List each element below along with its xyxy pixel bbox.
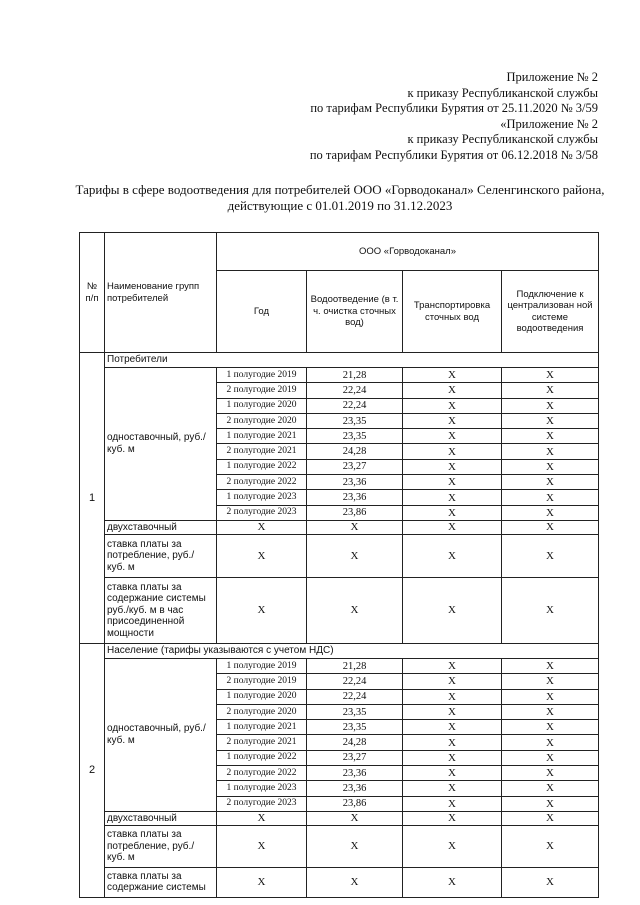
appendix-line: по тарифам Республики Бурятия от 06.12.2018 № 3/58	[309, 147, 598, 162]
drain-tariff-cell: 22,24	[307, 689, 403, 704]
period-cell: 1 полугодие 2020	[217, 689, 307, 704]
drain-tariff-cell: X	[307, 520, 403, 534]
drain-tariff-cell: 23,36	[307, 781, 403, 796]
year-cell: X	[217, 577, 307, 643]
transport-cell: X	[403, 413, 502, 428]
period-cell: 1 полугодие 2019	[217, 658, 307, 673]
header-connect: Подключение к централизован ной системе водоотведения	[502, 271, 599, 353]
title-line: Тарифы в сфере водоотведения для потребителей ООО «Горводоканал» Селенгинского района,	[75, 182, 605, 197]
period-cell: 2 полугодие 2019	[217, 383, 307, 398]
connect-cell: X	[502, 811, 599, 825]
header-drain: Водоотведение (в т. ч. очистка сточных вод)	[307, 271, 403, 353]
transport-cell: X	[403, 398, 502, 413]
period-cell: 1 полугодие 2021	[217, 720, 307, 735]
transport-cell: X	[403, 735, 502, 750]
transport-cell: X	[403, 505, 502, 520]
transport-cell: X	[403, 444, 502, 459]
header-transport: Транспортировка сточных вод	[403, 271, 502, 353]
period-cell: 2 полугодие 2020	[217, 704, 307, 719]
transport-cell: X	[403, 658, 502, 673]
year-cell: X	[217, 811, 307, 825]
connect-cell: X	[502, 444, 599, 459]
rate-label: двухставочный	[105, 520, 217, 534]
transport-cell: X	[403, 796, 502, 811]
rate-label: ставка платы за потребление, руб./ куб. м	[105, 534, 217, 577]
transport-cell: X	[403, 577, 502, 643]
transport-cell: X	[403, 766, 502, 781]
appendix-note	[178, 70, 598, 163]
drain-tariff-cell: 23,86	[307, 796, 403, 811]
section-title-row	[80, 353, 599, 368]
period-cell: 1 полугодие 2021	[217, 429, 307, 444]
period-cell: 2 полугодие 2022	[217, 766, 307, 781]
period-cell: 1 полугодие 2023	[217, 490, 307, 505]
table-row	[80, 368, 599, 383]
transport-cell: X	[403, 825, 502, 867]
table-row	[80, 825, 599, 867]
drain-tariff-cell: 24,28	[307, 444, 403, 459]
connect-cell: X	[502, 766, 599, 781]
drain-tariff-cell: X	[307, 534, 403, 577]
row-number: 2	[80, 643, 105, 897]
appendix-line: к приказу Республиканской службы	[407, 85, 598, 100]
single-rate-label: одноставочный, руб./ куб. м	[105, 368, 217, 521]
connect-cell: X	[502, 577, 599, 643]
connect-cell: X	[502, 796, 599, 811]
drain-tariff-cell: 22,24	[307, 398, 403, 413]
connect-cell: X	[502, 704, 599, 719]
rate-label: ставка платы за содержание системы	[105, 867, 217, 897]
rate-label: ставка платы за содержание системы руб./куб. м в час присоединенной мощности	[105, 577, 217, 643]
connect-cell: X	[502, 735, 599, 750]
connect-cell: X	[502, 413, 599, 428]
transport-cell: X	[403, 459, 502, 474]
connect-cell: X	[502, 720, 599, 735]
drain-tariff-cell: 21,28	[307, 368, 403, 383]
drain-tariff-cell: X	[307, 867, 403, 897]
period-cell: 1 полугодие 2023	[217, 781, 307, 796]
row-number: 1	[80, 353, 105, 644]
connect-cell: X	[502, 368, 599, 383]
connect-cell: X	[502, 750, 599, 765]
drain-tariff-cell: 23,27	[307, 459, 403, 474]
rate-label: двухставочный	[105, 811, 217, 825]
connect-cell: X	[502, 520, 599, 534]
transport-cell: X	[403, 383, 502, 398]
period-cell: 2 полугодие 2023	[217, 505, 307, 520]
period-cell: 2 полугодие 2020	[217, 413, 307, 428]
transport-cell: X	[403, 368, 502, 383]
rate-label: ставка платы за потребление, руб./ куб. м	[105, 825, 217, 867]
header-year: Год	[217, 271, 307, 353]
table-header-row	[80, 233, 599, 271]
connect-cell: X	[502, 825, 599, 867]
connect-cell: X	[502, 398, 599, 413]
year-cell: X	[217, 520, 307, 534]
transport-cell: X	[403, 750, 502, 765]
section-title-row	[80, 643, 599, 658]
tariff-table	[79, 232, 599, 898]
drain-tariff-cell: 22,24	[307, 383, 403, 398]
year-cell: X	[217, 867, 307, 897]
drain-tariff-cell: 23,35	[307, 429, 403, 444]
connect-cell: X	[502, 459, 599, 474]
document-title	[60, 182, 620, 214]
transport-cell: X	[403, 811, 502, 825]
drain-tariff-cell: 23,36	[307, 490, 403, 505]
drain-tariff-cell: 23,35	[307, 704, 403, 719]
connect-cell: X	[502, 658, 599, 673]
drain-tariff-cell: 21,28	[307, 658, 403, 673]
connect-cell: X	[502, 674, 599, 689]
transport-cell: X	[403, 867, 502, 897]
period-cell: 2 полугодие 2023	[217, 796, 307, 811]
drain-tariff-cell: X	[307, 811, 403, 825]
transport-cell: X	[403, 490, 502, 505]
header-group: Наименование групп потребителей	[105, 233, 217, 353]
single-rate-label: одноставочный, руб./ куб. м	[105, 658, 217, 811]
connect-cell: X	[502, 429, 599, 444]
drain-tariff-cell: X	[307, 825, 403, 867]
connect-cell: X	[502, 781, 599, 796]
drain-tariff-cell: 23,36	[307, 766, 403, 781]
period-cell: 2 полугодие 2021	[217, 444, 307, 459]
transport-cell: X	[403, 781, 502, 796]
transport-cell: X	[403, 704, 502, 719]
year-cell: X	[217, 825, 307, 867]
connect-cell: X	[502, 490, 599, 505]
connect-cell: X	[502, 867, 599, 897]
table-row	[80, 811, 599, 825]
connect-cell: X	[502, 534, 599, 577]
transport-cell: X	[403, 689, 502, 704]
appendix-line: Приложение № 2	[506, 70, 598, 84]
appendix-line: к приказу Республиканской службы	[407, 132, 598, 146]
period-cell: 2 полугодие 2021	[217, 735, 307, 750]
period-cell: 2 полугодие 2022	[217, 475, 307, 490]
header-num: № п/п	[80, 233, 105, 353]
period-cell: 1 полугодие 2022	[217, 459, 307, 474]
drain-tariff-cell: 23,36	[307, 475, 403, 490]
connect-cell: X	[502, 383, 599, 398]
connect-cell: X	[502, 689, 599, 704]
connect-cell: X	[502, 475, 599, 490]
section-title: Население (тарифы указываются с учетом НДС)	[105, 643, 599, 658]
transport-cell: X	[403, 475, 502, 490]
table-row	[80, 520, 599, 534]
drain-tariff-cell: 23,86	[307, 505, 403, 520]
header-org: ООО «Горводоканал»	[217, 233, 599, 271]
drain-tariff-cell: X	[307, 577, 403, 643]
drain-tariff-cell: 23,35	[307, 413, 403, 428]
appendix-line: «Приложение № 2	[500, 116, 598, 131]
period-cell: 1 полугодие 2020	[217, 398, 307, 413]
transport-cell: X	[403, 674, 502, 689]
table-row	[80, 658, 599, 673]
drain-tariff-cell: 22,24	[307, 674, 403, 689]
transport-cell: X	[403, 720, 502, 735]
table-row	[80, 867, 599, 897]
table-row	[80, 534, 599, 577]
table-row	[80, 577, 599, 643]
transport-cell: X	[403, 520, 502, 534]
section-title: Потребители	[105, 353, 599, 368]
period-cell: 1 полугодие 2019	[217, 368, 307, 383]
period-cell: 1 полугодие 2022	[217, 750, 307, 765]
title-line: действующие с 01.01.2019 по 31.12.2023	[227, 198, 453, 213]
appendix-line: по тарифам Республики Бурятия от 25.11.2020 № 3/59	[310, 101, 598, 115]
drain-tariff-cell: 23,27	[307, 750, 403, 765]
transport-cell: X	[403, 534, 502, 577]
year-cell: X	[217, 534, 307, 577]
drain-tariff-cell: 23,35	[307, 720, 403, 735]
transport-cell: X	[403, 429, 502, 444]
connect-cell: X	[502, 505, 599, 520]
drain-tariff-cell: 24,28	[307, 735, 403, 750]
period-cell: 2 полугодие 2019	[217, 674, 307, 689]
